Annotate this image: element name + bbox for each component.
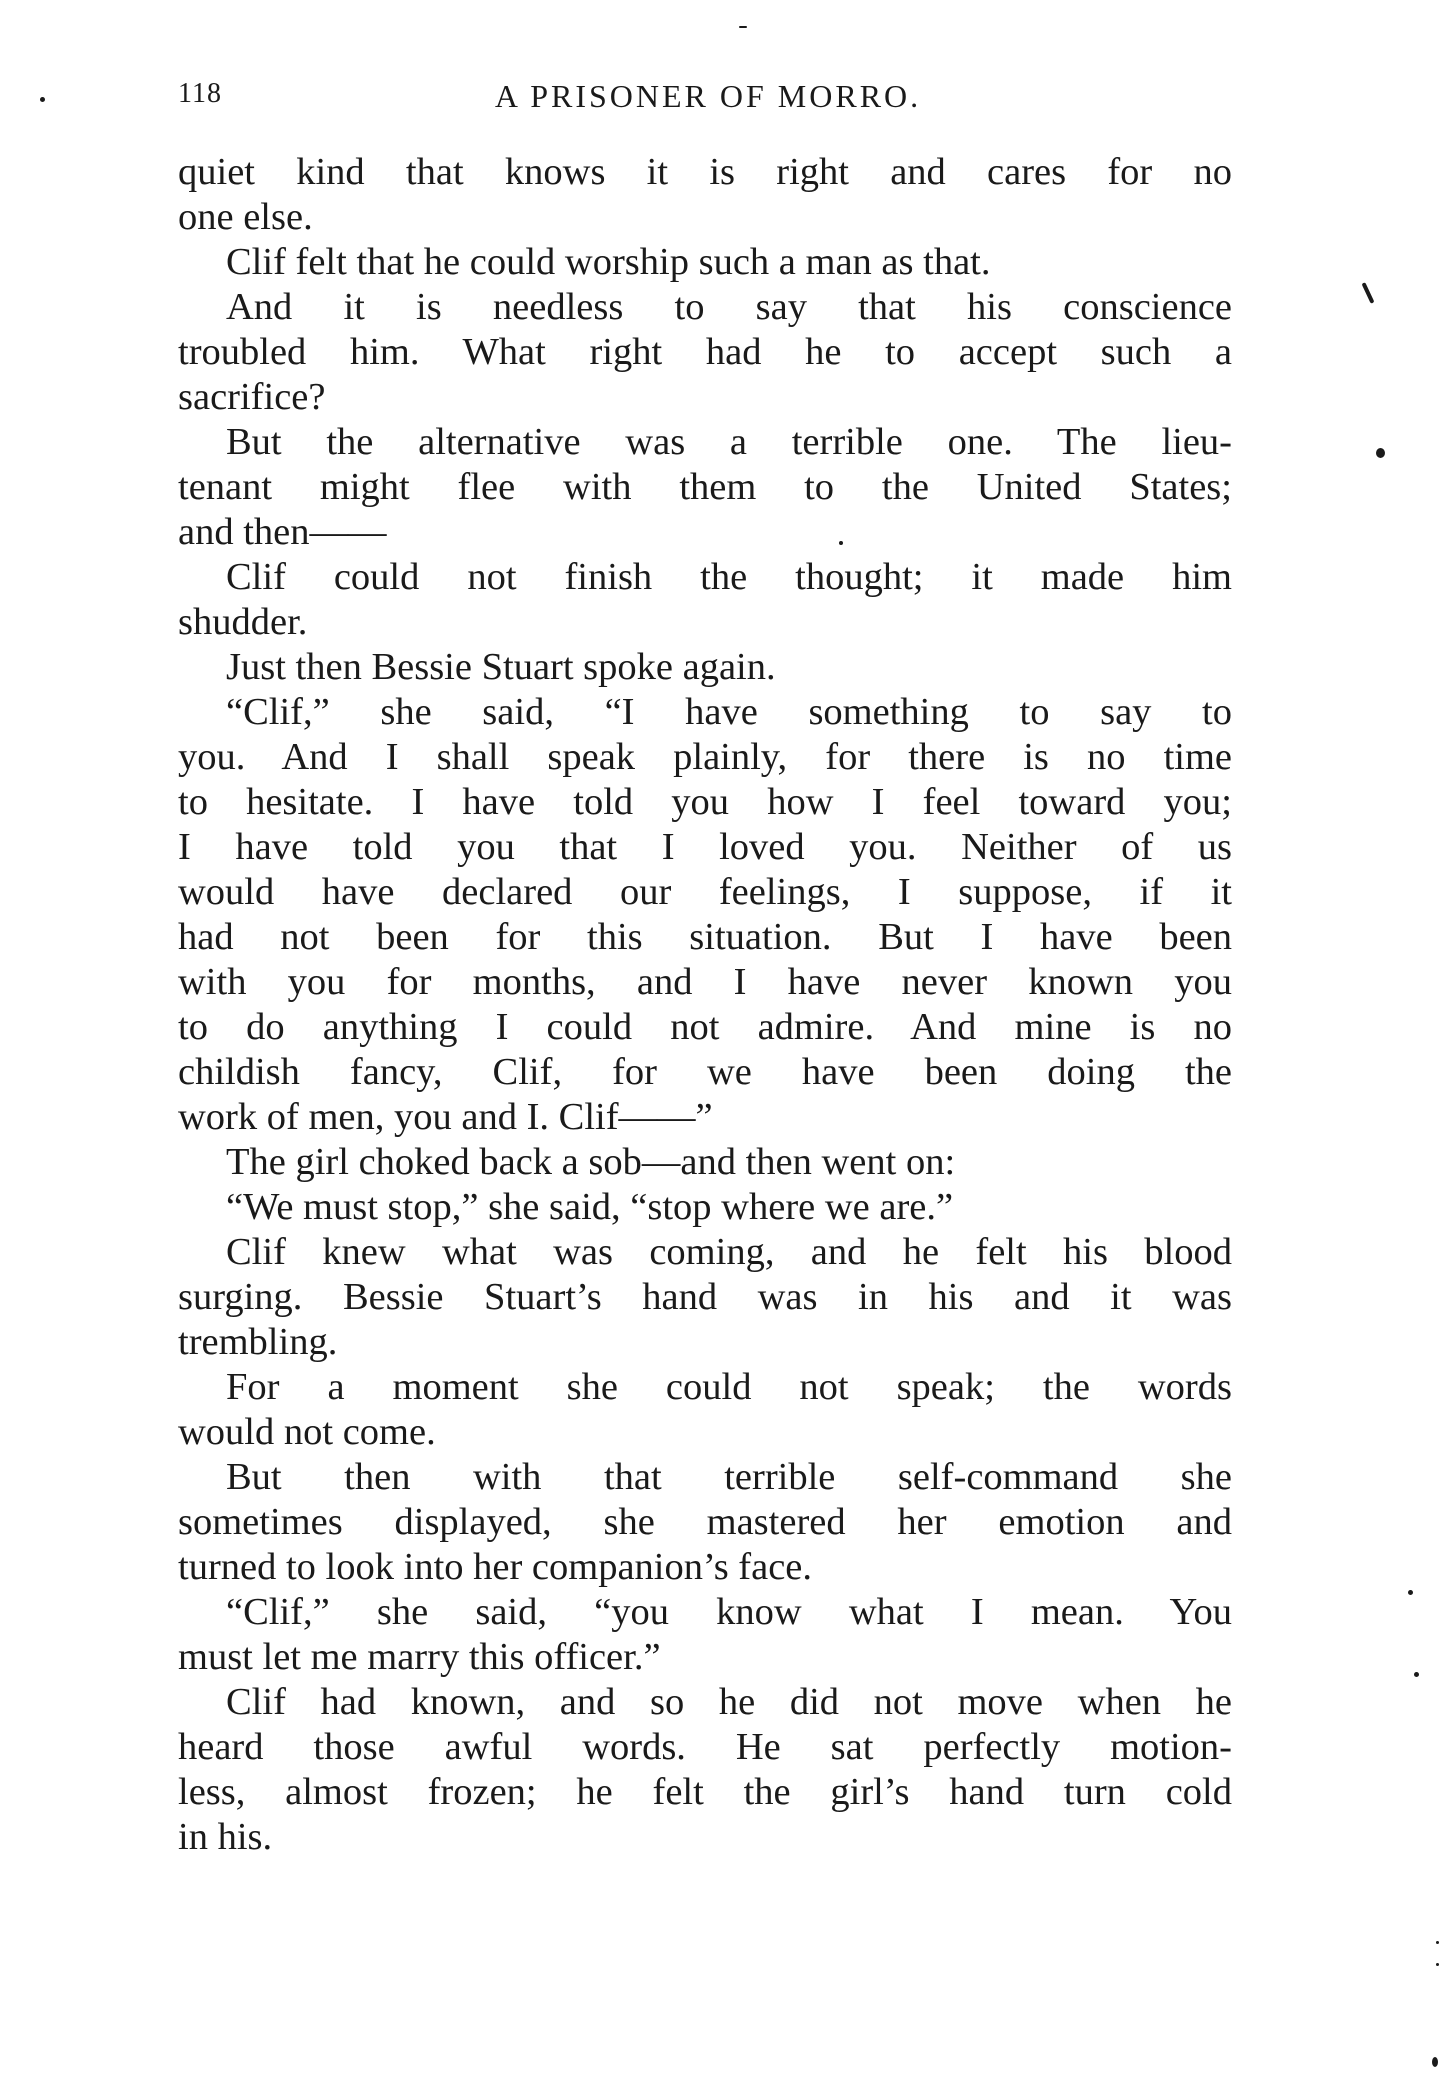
text-line: to hesitate. I have told you how I feel toward you; — [178, 781, 1232, 823]
text-line: would not come. — [178, 1411, 436, 1453]
text-line: And it is needless to say that his conscience — [226, 286, 1232, 328]
text-line: “Clif,” she said, “you know what I mean. You — [226, 1591, 1232, 1633]
page-number: 118 — [178, 78, 222, 109]
text-line: “Clif,” she said, “I have something to say to — [226, 691, 1232, 733]
text-line: one else. — [178, 196, 313, 238]
scan-speck — [1432, 2057, 1438, 2067]
text-line: “We must stop,” she said, “stop where we are.” — [226, 1186, 954, 1228]
text-line: trembling. — [178, 1321, 338, 1363]
text-line: turned to look into her companion’s face. — [178, 1546, 813, 1588]
text-line: with you for months, and I have never known you — [178, 961, 1232, 1003]
text-line: troubled him. What right had he to accept such a — [178, 331, 1232, 373]
text-line: Clif had known, and so he did not move when he — [226, 1681, 1232, 1723]
text-line: Clif knew what was coming, and he felt his blood — [226, 1231, 1232, 1273]
scan-speck — [1436, 1941, 1439, 1944]
text-line: sometimes displayed, she mastered her emotion and — [178, 1501, 1232, 1543]
text-line: must let me marry this officer.” — [178, 1636, 661, 1678]
text-line: tenant might flee with them to the United States; — [178, 466, 1232, 508]
text-line: I have told you that I loved you. Neither of us — [178, 826, 1232, 868]
running-title: A PRISONER OF MORRO. — [494, 78, 922, 114]
text-line: would have declared our feelings, I suppose, if it — [178, 871, 1232, 913]
page-header — [178, 70, 1238, 120]
text-line: heard those awful words. He sat perfectly motion- — [178, 1726, 1232, 1768]
text-line: childish fancy, Clif, for we have been doing the — [178, 1051, 1232, 1093]
text-line: and then—— — [178, 511, 387, 553]
scan-speck — [1362, 282, 1375, 304]
scan-speck — [40, 97, 45, 102]
text-line: quiet kind that knows it is right and cares for no — [178, 151, 1232, 193]
text-line: to do anything I could not admire. And mine is no — [178, 1006, 1232, 1048]
text-line: Clif could not finish the thought; it made him — [226, 556, 1232, 598]
text-line: But then with that terrible self-command she — [226, 1456, 1232, 1498]
text-line: work of men, you and I. Clif——” — [178, 1096, 713, 1138]
text-line: had not been for this situation. But I have been — [178, 916, 1232, 958]
text-line: surging. Bessie Stuart’s hand was in his and it was — [178, 1276, 1232, 1318]
scan-speck — [1376, 448, 1385, 458]
body-text — [178, 150, 1232, 1860]
scan-speck — [1408, 1590, 1413, 1595]
text-line: you. And I shall speak plainly, for there is no time — [178, 736, 1232, 778]
text-line: sacrifice? — [178, 376, 326, 418]
text-line: in his. — [178, 1816, 273, 1858]
text-line: shudder. — [178, 601, 308, 643]
text-line: Clif felt that he could worship such a man as that. — [226, 241, 991, 283]
text-line: For a moment she could not speak; the words — [226, 1366, 1232, 1408]
scan-speck — [1436, 1963, 1439, 1966]
scan-speck — [739, 26, 747, 28]
text-line: But the alternative was a terrible one. The lieu- — [226, 421, 1232, 463]
scan-speck — [1414, 1672, 1419, 1677]
text-line: Just then Bessie Stuart spoke again. — [226, 646, 776, 688]
text-line: The girl choked back a sob—and then went on: — [226, 1141, 956, 1183]
text-line: less, almost frozen; he felt the girl’s hand turn cold — [178, 1771, 1232, 1813]
scan-speck — [839, 541, 843, 545]
